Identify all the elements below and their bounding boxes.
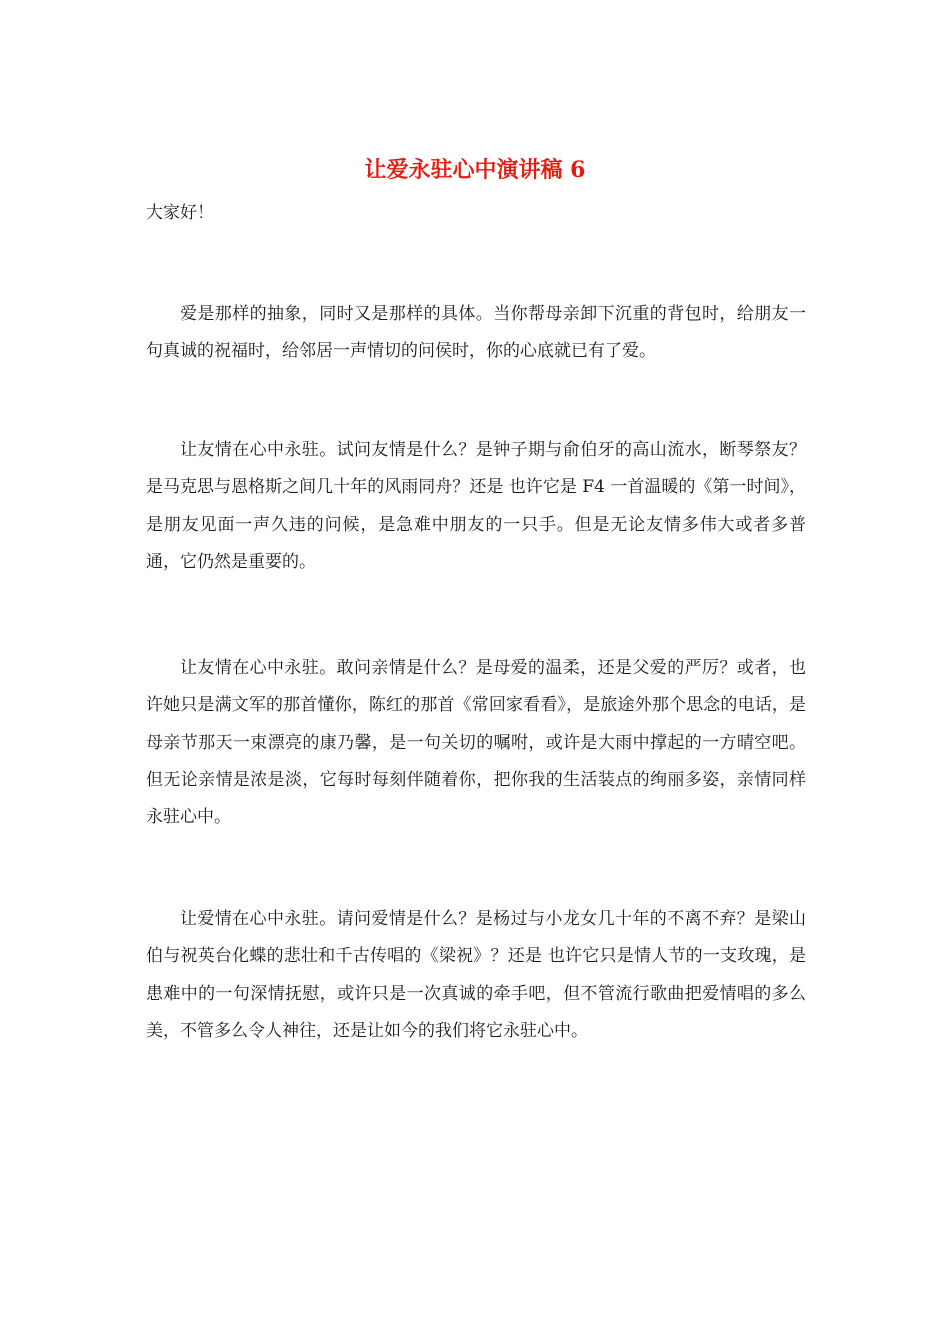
paragraph-family: 让友情在心中永驻。敢问亲情是什么？是母爱的温柔，还是父爱的严厉？或者，也许她只是满文军的那首懂你，陈红的那首《常回家看看》，是旅途外那个思念的电话，是母亲节那天一束漂亮的康乃馨，是一句关切的嘱咐，或许是大雨中撑起的一方晴空吧。但无论亲情是浓是淡，它每时每刻伴随着你，把你我的生活装点的绚丽多姿，亲情同样永驻心中。 xyxy=(146,658,806,828)
paragraph-romance: 让爱情在心中永驻。请问爱情是什么？是杨过与小龙女几十年的不离不弃？是梁山伯与祝英台化蝶的悲壮和千古传唱的《梁祝》？还是 也许它只是情人节的一支玫瑰，是患难中的一句深情抚慰，或许只是一次真诚的牵手吧，但不管流行歌曲把爱情唱的多么美，不管多么令人神往，还是让如今的我们将它永驻心中。 xyxy=(146,909,806,1041)
paragraph-love-intro: 爱是那样的抽象，同时又是那样的具体。当你帮母亲卸下沉重的背包时，给朋友一句真诚的祝福时，给邻居一声情切的问侯时，你的心底就已有了爱。 xyxy=(146,304,806,362)
greeting-text: 大家好！ xyxy=(146,203,214,223)
page-title: 让爱永驻心中演讲稿 6 xyxy=(364,157,586,183)
paragraph-friendship: 让友情在心中永驻。试问友情是什么？是钟子期与俞伯牙的高山流水，断琴祭友？是马克思与恩格斯之间几十年的风雨同舟？还是 也许它是 F4 一首温暖的《第一时间》，是朋友见面一声久违的问候，是急难中朋友的一只手。但是无论友情多伟大或者多普通，它仍然是重要的。 xyxy=(146,440,806,572)
